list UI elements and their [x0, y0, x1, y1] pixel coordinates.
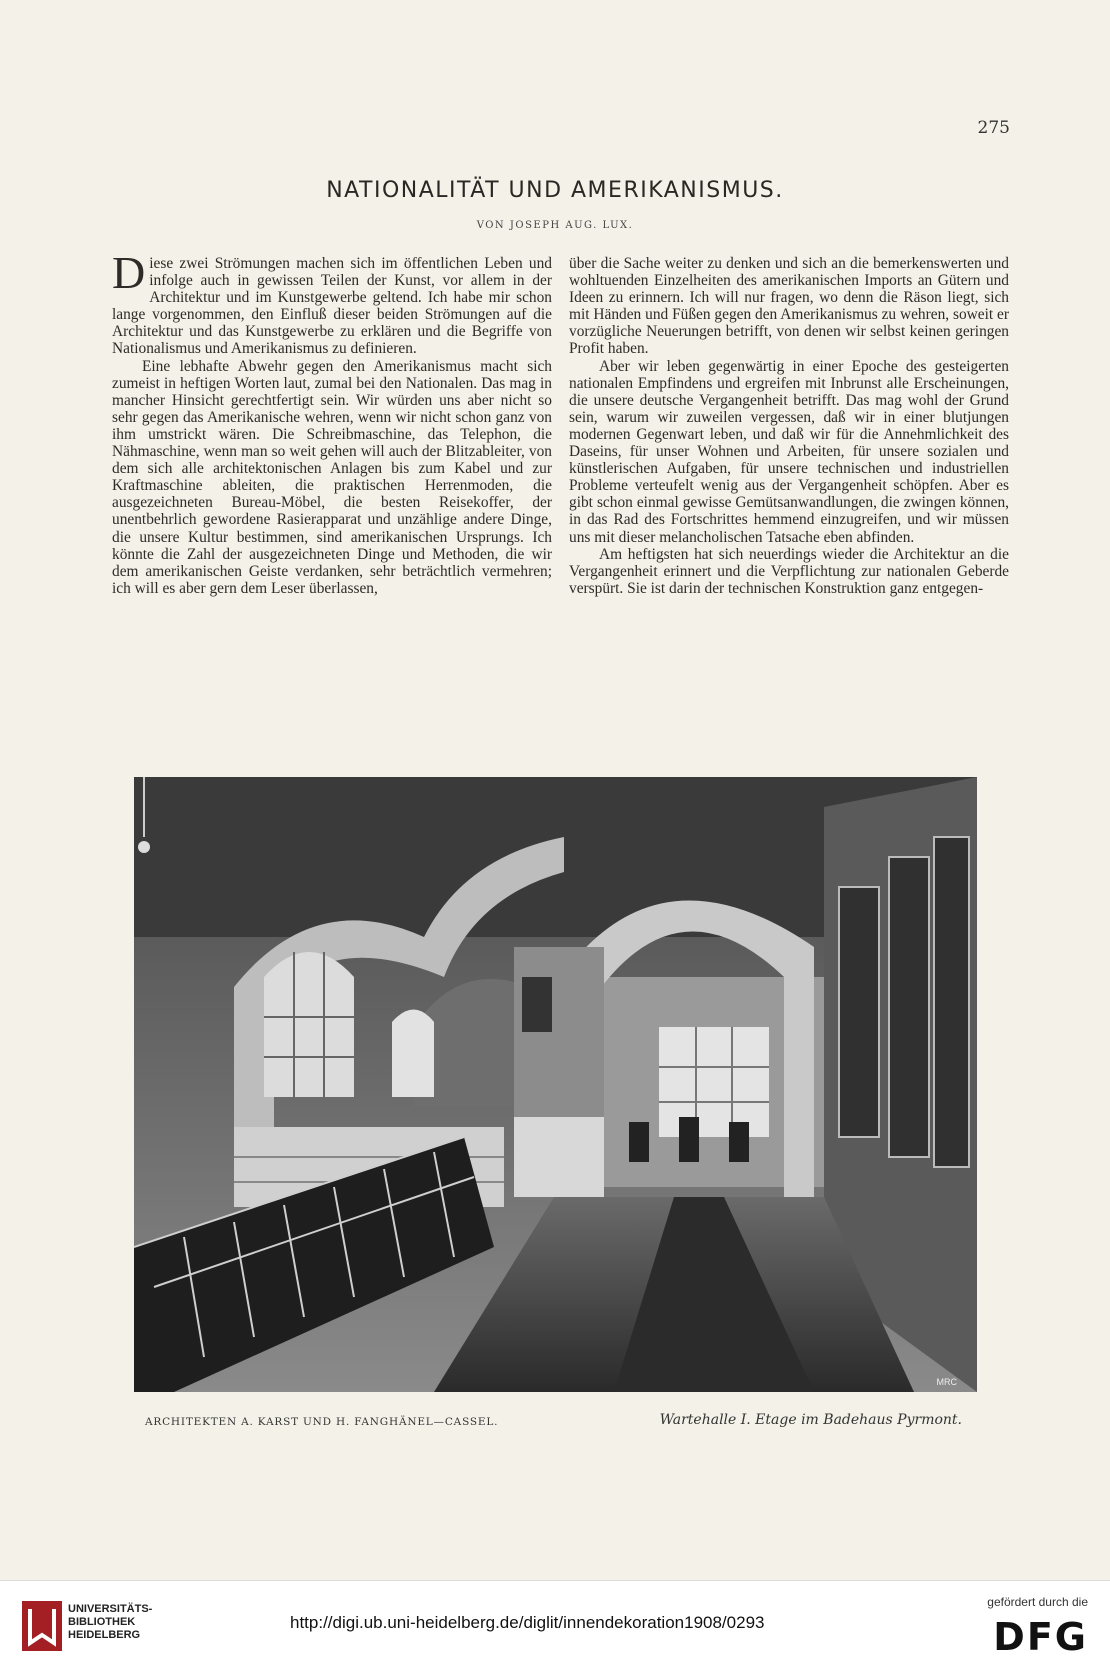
left-column	[112, 247, 552, 597]
library-name: UNIVERSITÄTS- BIBLIOTHEK HEIDELBERG	[68, 1603, 153, 1641]
drop-cap: D	[112, 247, 146, 298]
university-library-logo-icon	[22, 1601, 62, 1651]
paragraph: Am heftigsten hat sich neuerdings wieder die Architektur an die Vergangenheit erinnert und die Verpflichtung zur nationalen Geberde verspürt. Sie ist darin der technischen Konstruktion ganz entgegen-	[569, 545, 1009, 597]
paragraph: Eine lebhafte Abwehr gegen den Amerikanismus macht sich zumeist in heftigen Worten laut, zumal bei den Nationalen. Das mag in mancher Hinsicht gerechtfertigt sein. Wir würden uns aber nicht so sehr gegen das Amerikanische wehren, wenn wir nicht schon ganz von ihm umstrickt wären. Die Schreibmaschine, das Telephon, die Nähmaschine, wenn man so weit gehen will auch der Blitzableiter, von dem sich alle architektonischen Anlagen bis zum Kabel und zur Kraftmaschine ableiten, die praktischen Herrenmoden, die ausgezeichneten Bureau-Möbel, die besten Reisekoffer, der unentbehrlich gewordene Rasierapparat und unzählige andere Dinge, die unsere Kultur bestimmen, sind amerikanischen Ursprungs. Ich könnte die Zahl der ausgezeichneten Dinge und Methoden, die wir dem amerikanischen Geiste verdanken, sehr beträchtlich vermehren; ich will es aber gern dem Leser überlassen,	[112, 357, 552, 597]
dfg-logo: DFG	[993, 1615, 1088, 1659]
right-column	[569, 255, 1009, 597]
article-title: NATIONALITÄT UND AMERIKANISMUS.	[326, 178, 784, 203]
caption-description: Wartehalle I. Etage im Badehaus Pyrmont.	[659, 1412, 962, 1428]
paragraph: Aber wir leben gegenwärtig in einer Epoche des gesteigerten nationalen Empfindens und ergreifen mit Inbrunst alle Erscheinungen, die unsere deutsche Vergangenheit betrifft. Das mag wohl der Grund sein, warum wir zuweilen vergessen, daß wir in einer blutjungen modernen Gegenwart leben, und daß wir für die Annehmlichkeit des Daseins, für unser Wohnen und Arbeiten, für unsere sozialen und künstlerischen Aufgaben, für unsere technischen und industriellen Probleme verteufelt wenig aus der Vergangenheit schöpfen. Aber es gibt schon einmal gewisse Gemütsanwandlungen, die zwingen können, in das Rad des Fortschrittes hemmend einzugreifen, und wir müssen uns mit dieser melancholischen Tatsache eben abfinden.	[569, 357, 1009, 546]
page-number: 275	[977, 118, 1010, 138]
funded-by-label: gefördert durch die	[987, 1595, 1088, 1609]
paragraph: über die Sache weiter zu denken und sich an die bemerkenswerten und wohltuenden Einzelheiten des amerikanischen Imports an Gütern und Ideen zu erinnern. Ich will nur fragen, wo denn die Räson liegt, sich mit Händen und Füßen gegen den Amerikanismus zu wehren, soweit er vorzügliche Neuerungen betrifft, von denen wir selbst keinen geringen Profit haben.	[569, 255, 1009, 358]
viewer-footer	[0, 1580, 1110, 1672]
paragraph-text: iese zwei Strömungen machen sich im öffentlichen Leben und infolge auch in gewissen Teilen der Kunst, vor allem in der Architektur und im Kunstgewerbe geltend. Ich habe mir schon lange vorgenommen, den Einfluß dieser beiden Strömungen auf die Architektur und das Kunstgewerbe zu erklären und die Begriffe von Nationalismus und Amerikanismus zu definieren.	[112, 255, 552, 358]
paragraph	[112, 247, 552, 358]
caption-architects: ARCHITEKTEN A. KARST UND H. FANGHÄNEL—CASSEL.	[145, 1416, 499, 1428]
photo-monogram: MRC	[936, 1377, 957, 1387]
permalink-url[interactable]: http://digi.ub.uni-heidelberg.de/diglit/innendekoration1908/0293	[290, 1613, 765, 1632]
article-byline: VON JOSEPH AUG. LUX.	[476, 220, 634, 231]
interior-photograph	[134, 777, 977, 1392]
